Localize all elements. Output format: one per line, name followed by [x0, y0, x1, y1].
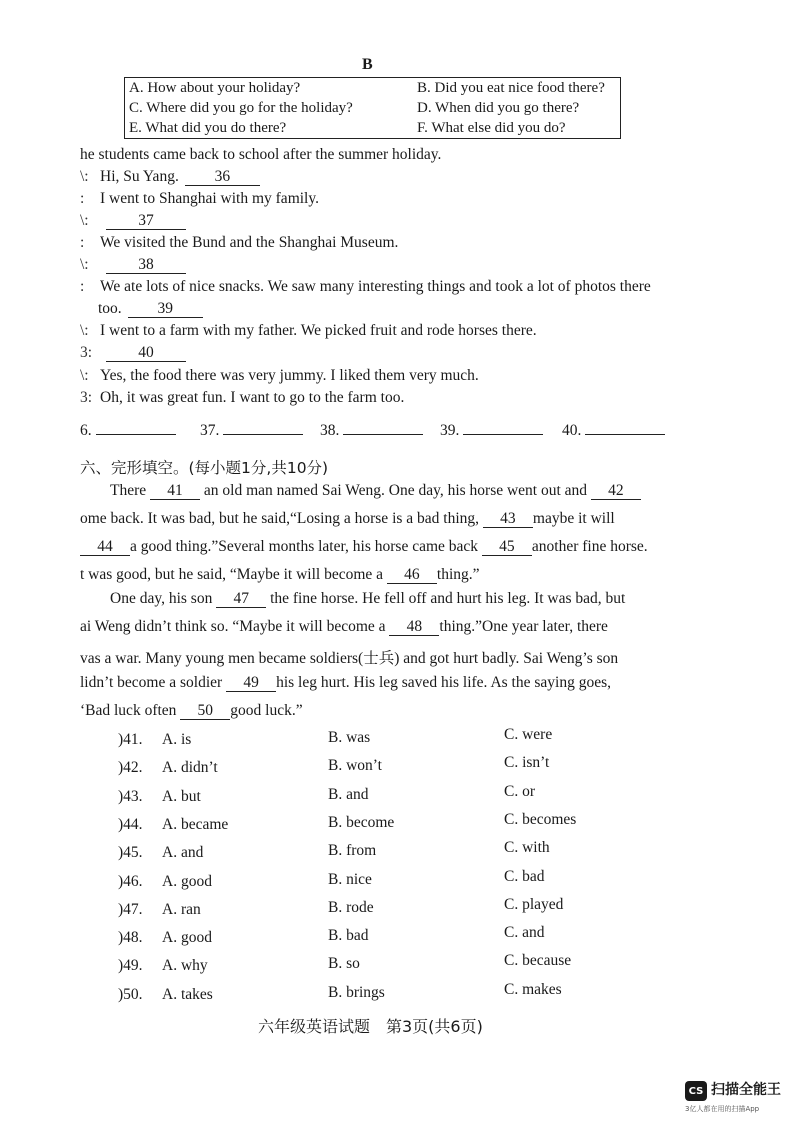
- cloze-blank: 49: [226, 674, 276, 692]
- answer-slot: [320, 422, 423, 440]
- answer-slot: [440, 422, 543, 440]
- dialogue-text: I went to Shanghai with my family.: [100, 190, 319, 207]
- passage-text: t was good, but he said, “Maybe it will become a: [80, 566, 387, 583]
- choice-a: A. didn’t: [162, 759, 218, 776]
- choice-b: B. so: [328, 955, 360, 972]
- answer-blank: 39: [128, 300, 203, 318]
- choice-b: B. won’t: [328, 757, 382, 774]
- choice-b: B. nice: [328, 871, 372, 888]
- choice-a: A. good: [162, 929, 212, 946]
- section-six-heading: 六、完形填空。(每小题1分,共10分): [80, 459, 329, 477]
- choice-b: B. bad: [328, 927, 369, 944]
- option-f: F. What else did you do?: [417, 120, 566, 136]
- choice-c: C. makes: [504, 981, 562, 998]
- dialogue-line: [80, 344, 186, 362]
- choice-b: B. brings: [328, 984, 385, 1001]
- dialogue-line: [80, 322, 537, 340]
- speaker-marker: 3:: [80, 344, 93, 361]
- choice-c: C. were: [504, 726, 553, 743]
- passage-line: [80, 618, 608, 636]
- options-box: [124, 77, 621, 139]
- watermark-name: 扫描全能王: [711, 1082, 781, 1098]
- answer-slot: [80, 422, 176, 440]
- answer-number: 37.: [200, 422, 220, 439]
- answer-number: 40.: [562, 422, 582, 439]
- question-row: [80, 868, 640, 897]
- speaker-marker: \:: [80, 367, 89, 384]
- choice-c: C. or: [504, 783, 535, 800]
- answer-line: [96, 434, 176, 435]
- dialogue-line: [80, 234, 398, 252]
- question-number: )50.: [118, 986, 143, 1003]
- cloze-blank: 47: [216, 590, 266, 608]
- passage-line: [110, 590, 625, 608]
- dialogue-text: Hi, Su Yang.: [100, 168, 179, 185]
- answer-line: [223, 434, 303, 435]
- question-row: [80, 839, 640, 868]
- choice-a: A. takes: [162, 986, 213, 1003]
- question-number: )46.: [118, 873, 143, 890]
- passage-text: another fine horse.: [531, 538, 648, 555]
- choice-a: A. ran: [162, 901, 201, 918]
- passage-line: [80, 538, 648, 556]
- question-number: )42.: [118, 759, 143, 776]
- camscanner-logo-icon: CS: [685, 1081, 707, 1101]
- option-e: E. What did you do there?: [129, 120, 287, 136]
- answer-line: [585, 434, 665, 435]
- passage-text: his leg hurt. His leg saved his life. As the saying goes,: [276, 674, 611, 691]
- passage-text: maybe it will: [532, 510, 615, 527]
- passage-text: ome back. It was bad, but he said,“Losing a horse is a bad thing,: [80, 510, 483, 527]
- question-number: )49.: [118, 957, 143, 974]
- cloze-blank: 45: [482, 538, 532, 556]
- passage-line: [110, 482, 641, 500]
- answer-blank: 38: [106, 256, 186, 274]
- passage-text: One day, his son: [110, 590, 217, 607]
- page-footer: 六年级英语试题 第3页(共6页): [258, 1017, 483, 1036]
- dialogue-line: [80, 278, 651, 296]
- passage-text: lidn’t become a soldier: [80, 674, 227, 691]
- choice-c: C. played: [504, 896, 564, 913]
- question-row: [80, 783, 640, 812]
- passage-text: thing.”: [436, 566, 480, 583]
- choice-b: B. rode: [328, 899, 374, 916]
- answer-line: [463, 434, 543, 435]
- dialogue-line: [98, 300, 203, 318]
- answer-blank: 40: [106, 344, 186, 362]
- choice-b: B. was: [328, 729, 371, 746]
- passage-line: [80, 674, 611, 692]
- speaker-marker: \:: [80, 168, 89, 185]
- passage-text: good luck.”: [230, 702, 303, 719]
- answer-blank: 36: [185, 168, 260, 186]
- section-b-title: B: [362, 56, 373, 73]
- option-c: C. Where did you go for the holiday?: [129, 100, 353, 116]
- dialogue-line: [80, 190, 319, 208]
- dialogue-text: Oh, it was great fun. I want to go to the farm too.: [100, 389, 405, 406]
- cloze-blank: 43: [483, 510, 533, 528]
- question-number: )47.: [118, 901, 143, 918]
- dialogue-text: We ate lots of nice snacks. We saw many interesting things and took a lot of photos there: [100, 278, 651, 295]
- question-row: [80, 952, 640, 981]
- cloze-blank: 44: [80, 538, 130, 556]
- question-row: [80, 981, 640, 1010]
- question-number: )43.: [118, 788, 143, 805]
- speaker-marker: 3:: [80, 389, 93, 406]
- speaker-marker: \:: [80, 322, 89, 339]
- dialogue-text: Yes, the food there was very jummy. I liked them very much.: [100, 367, 479, 384]
- speaker-marker: \:: [80, 212, 89, 229]
- choice-b: B. become: [328, 814, 395, 831]
- choice-a: A. and: [162, 844, 204, 861]
- cloze-blank: 50: [180, 702, 230, 720]
- passage-text: an old man named Sai Weng. One day, his horse went out and: [200, 482, 591, 499]
- choice-c: C. bad: [504, 868, 545, 885]
- speaker-marker: :: [80, 190, 85, 207]
- cloze-blank: 46: [387, 566, 437, 584]
- answer-blank: 37: [106, 212, 186, 230]
- speaker-marker: \:: [80, 256, 89, 273]
- choice-c: C. and: [504, 924, 545, 941]
- dialogue-line: [80, 168, 260, 186]
- option-b: B. Did you eat nice food there?: [417, 80, 605, 96]
- option-d: D. When did you go there?: [417, 100, 580, 116]
- speaker-marker: :: [80, 278, 85, 295]
- choice-a: A. why: [162, 957, 208, 974]
- choice-b: B. from: [328, 842, 377, 859]
- choice-c: C. with: [504, 839, 550, 856]
- answer-number: 6.: [80, 422, 92, 439]
- speaker-marker: :: [80, 234, 85, 251]
- answer-number: 39.: [440, 422, 460, 439]
- watermark-tagline: 3亿人都在用的扫描App: [685, 1105, 760, 1113]
- question-number: )44.: [118, 816, 143, 833]
- dialogue-intro: he students came back to school after the summer holiday.: [80, 146, 442, 163]
- dialogue-text: I went to a farm with my father. We picked fruit and rode horses there.: [100, 322, 537, 339]
- question-row: [80, 754, 640, 783]
- choice-a: A. is: [162, 731, 192, 748]
- dialogue-text: We visited the Bund and the Shanghai Museum.: [100, 234, 399, 251]
- choice-c: C. because: [504, 952, 572, 969]
- dialogue-line: [80, 256, 186, 274]
- answer-slot: [200, 422, 303, 440]
- passage-text: ai Weng didn’t think so. “Maybe it will become a: [80, 618, 390, 635]
- passage-line: [80, 702, 303, 720]
- question-row: [80, 896, 640, 925]
- question-number: )48.: [118, 929, 143, 946]
- question-number: )45.: [118, 844, 143, 861]
- passage-text: the fine horse. He fell off and hurt his leg. It was bad, but: [266, 590, 626, 607]
- choice-b: B. and: [328, 786, 369, 803]
- dialogue-line: [80, 367, 479, 385]
- passage-line: [80, 566, 480, 584]
- answer-slot: [562, 422, 665, 440]
- cloze-blank: 42: [591, 482, 641, 500]
- choice-c: C. becomes: [504, 811, 577, 828]
- passage-text: ‘Bad luck often: [80, 702, 181, 719]
- passage-text: vas a war. Many young men became soldiers(士兵) and got hurt badly. Sai Weng’s son: [80, 650, 619, 667]
- question-row: [80, 726, 640, 755]
- cloze-blank: 48: [389, 618, 439, 636]
- passage-line: [80, 510, 615, 528]
- choice-a: A. became: [162, 816, 229, 833]
- choice-a: A. good: [162, 873, 212, 890]
- passage-text: a good thing.”Several months later, his horse came back: [130, 538, 482, 555]
- option-a: A. How about your holiday?: [129, 80, 301, 96]
- passage-text: There: [110, 482, 151, 499]
- dialogue-line: [80, 212, 186, 230]
- answer-line: [343, 434, 423, 435]
- passage-line: [80, 646, 618, 668]
- choice-c: C. isn’t: [504, 754, 550, 771]
- dialogue-text: too.: [98, 300, 122, 317]
- choice-a: A. but: [162, 788, 201, 805]
- passage-text: thing.”One year later, there: [439, 618, 608, 635]
- cloze-blank: 41: [150, 482, 200, 500]
- question-row: [80, 924, 640, 953]
- dialogue-line: [80, 389, 404, 407]
- question-number: )41.: [118, 731, 143, 748]
- question-row: [80, 811, 640, 840]
- answer-number: 38.: [320, 422, 340, 439]
